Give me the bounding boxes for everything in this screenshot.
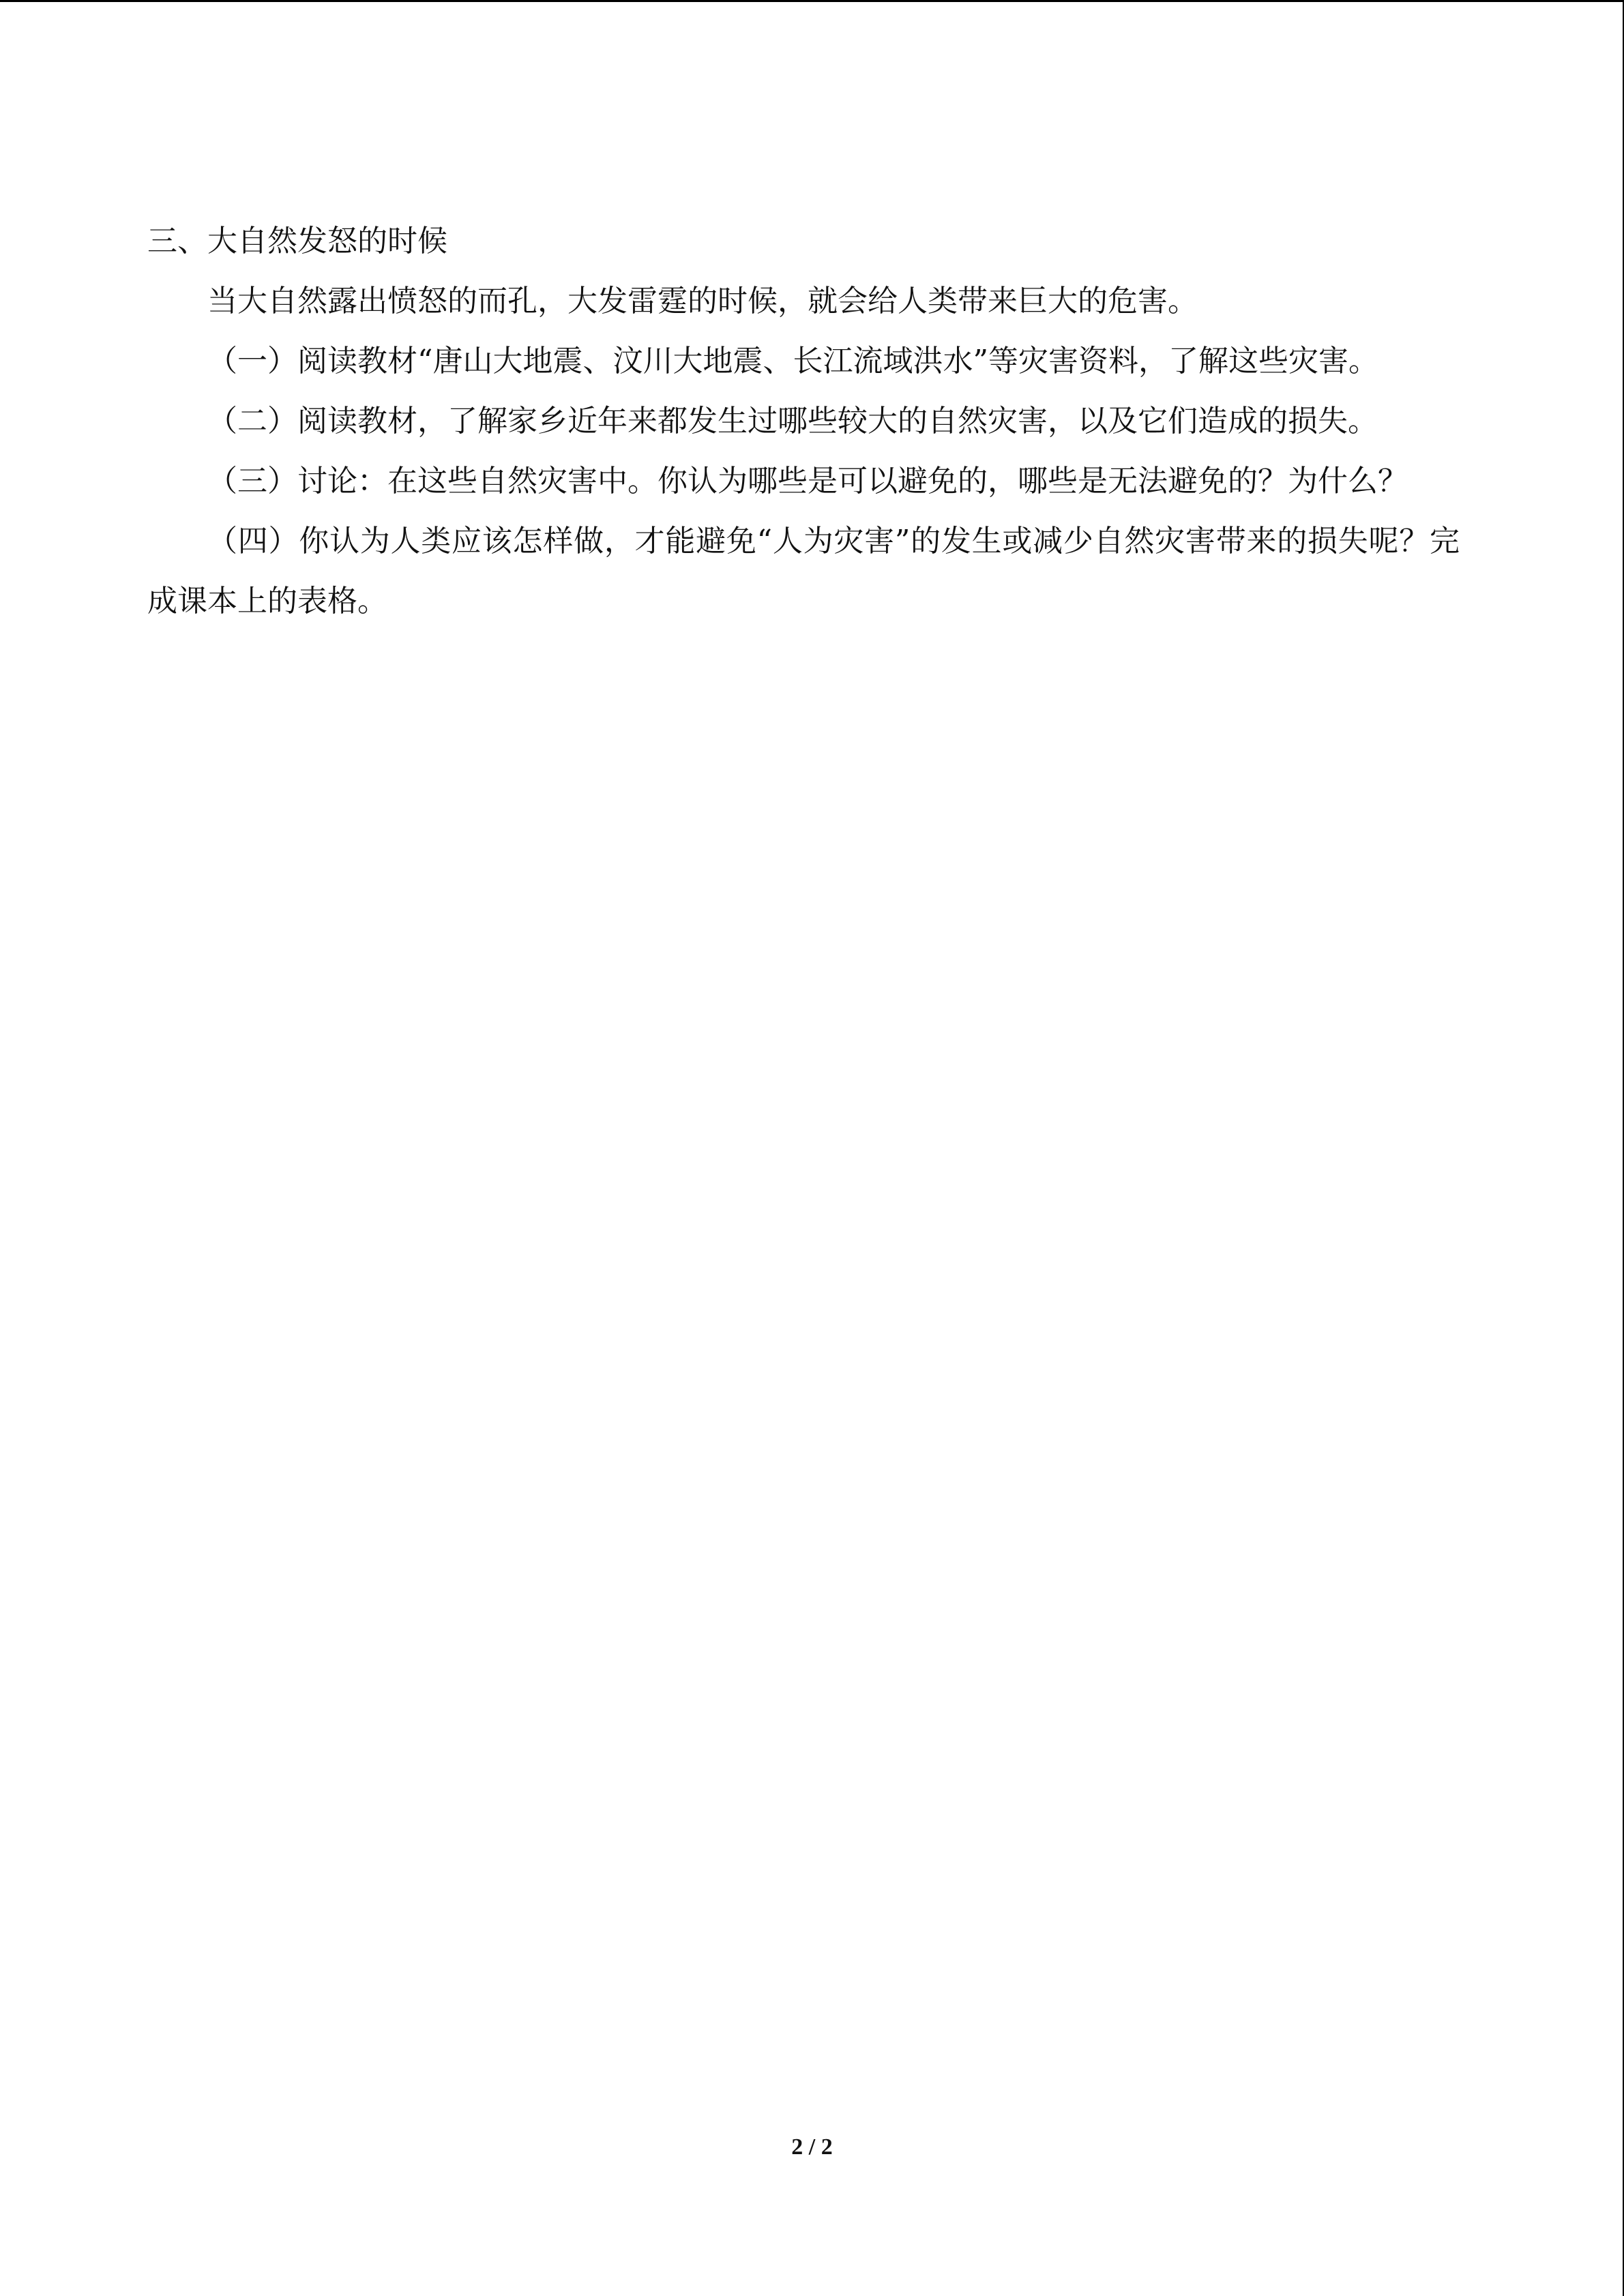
page-top-border <box>0 0 1624 2</box>
task-two-paragraph: （二）阅读教材，了解家乡近年来都发生过哪些较大的自然灾害，以及它们造成的损失。 <box>207 404 1378 438</box>
page-number: 2 / 2 <box>791 2134 833 2160</box>
section-heading: 三、大自然发怒的时候 <box>147 224 447 258</box>
task-three-paragraph: （三）讨论：在这些自然灾害中。你认为哪些是可以避免的，哪些是无法避免的？为什么？ <box>207 464 1408 498</box>
task-four-paragraph: （四）你认为人类应该怎样做，才能避免“人为灾害”的发生或减少自然灾害带来的损失呢？完成课本上的表格。 <box>147 524 1460 618</box>
document-body <box>147 211 1460 631</box>
intro-paragraph: 当大自然露出愤怒的而孔，大发雷霆的时候，就会给人类带来巨大的危害。 <box>207 284 1198 318</box>
task-one-paragraph: （一）阅读教材“唐山大地震、汶川大地震、长江流域洪水”等灾害资料，了解这些灾害。 <box>207 344 1378 378</box>
